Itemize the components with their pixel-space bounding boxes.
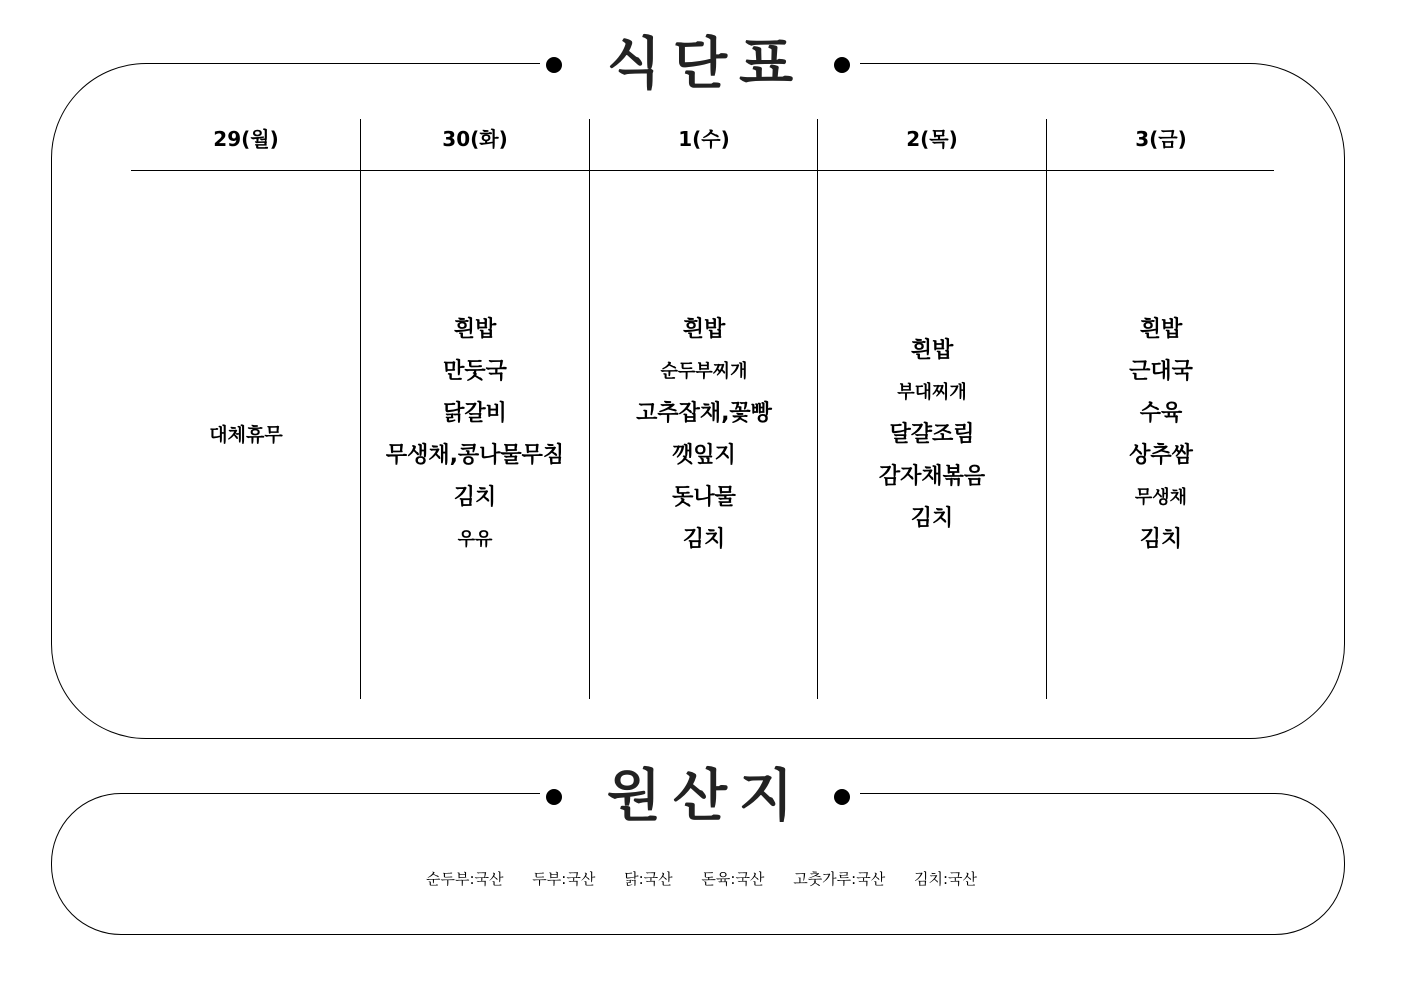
dish: 닭갈비 <box>443 401 507 426</box>
origin-item: 두부:국산 <box>532 870 596 888</box>
dish: 흰밥 <box>682 317 726 342</box>
dish: 수육 <box>1139 401 1183 426</box>
dish: 만둣국 <box>443 359 507 384</box>
dish: 흰밥 <box>910 338 954 363</box>
dish: 부대찌개 <box>897 382 967 403</box>
dish: 흰밥 <box>1139 317 1183 342</box>
dish: 순두부찌개 <box>660 361 748 382</box>
dish: 무생채,콩나물무침 <box>385 443 565 468</box>
dish: 상추쌈 <box>1129 443 1193 468</box>
origin-title-bar <box>540 764 860 829</box>
dish: 김치 <box>910 506 954 531</box>
dish: 우유 <box>457 529 493 550</box>
menu-title: 식단표 <box>606 32 806 97</box>
bullet-dot-icon <box>834 789 850 805</box>
menu-title-bar <box>540 32 860 97</box>
bullet-dot-icon <box>834 57 850 73</box>
day-header: 1(수) <box>678 127 730 151</box>
origin-item: 닭:국산 <box>624 870 673 888</box>
origin-item: 고춧가루:국산 <box>793 870 886 888</box>
dish: 돗나물 <box>672 485 736 510</box>
day-menu-friday <box>1047 172 1275 698</box>
day-header: 2(목) <box>906 127 958 151</box>
dish: 대체휴무 <box>209 424 283 446</box>
dish: 김치 <box>1139 527 1183 552</box>
dish: 고추잡채,꽃빵 <box>636 401 772 426</box>
dish: 깻잎지 <box>672 443 736 468</box>
dish: 무생채 <box>1134 487 1188 508</box>
origin-title: 원산지 <box>606 764 806 829</box>
dish: 김치 <box>453 485 497 510</box>
bullet-dot-icon <box>546 789 562 805</box>
day-menu-wednesday <box>590 172 818 698</box>
origin-item: 순두부:국산 <box>426 870 504 888</box>
dish: 달걀조림 <box>889 422 975 447</box>
day-menu-tuesday <box>361 172 589 698</box>
day-menu-thursday <box>818 172 1046 698</box>
bullet-dot-icon <box>546 57 562 73</box>
dish: 감자채볶음 <box>878 464 986 489</box>
dish: 근대국 <box>1129 359 1193 384</box>
origin-item: 김치:국산 <box>913 870 977 888</box>
day-header: 3(금) <box>1135 127 1187 151</box>
dish: 김치 <box>682 527 726 552</box>
day-header: 29(월) <box>213 127 279 151</box>
dish: 흰밥 <box>453 317 497 342</box>
day-menu-monday <box>132 172 360 698</box>
origin-list <box>0 866 1403 892</box>
day-header: 30(화) <box>442 127 508 151</box>
origin-item: 돈육:국산 <box>701 870 765 888</box>
header-divider <box>131 170 1274 171</box>
